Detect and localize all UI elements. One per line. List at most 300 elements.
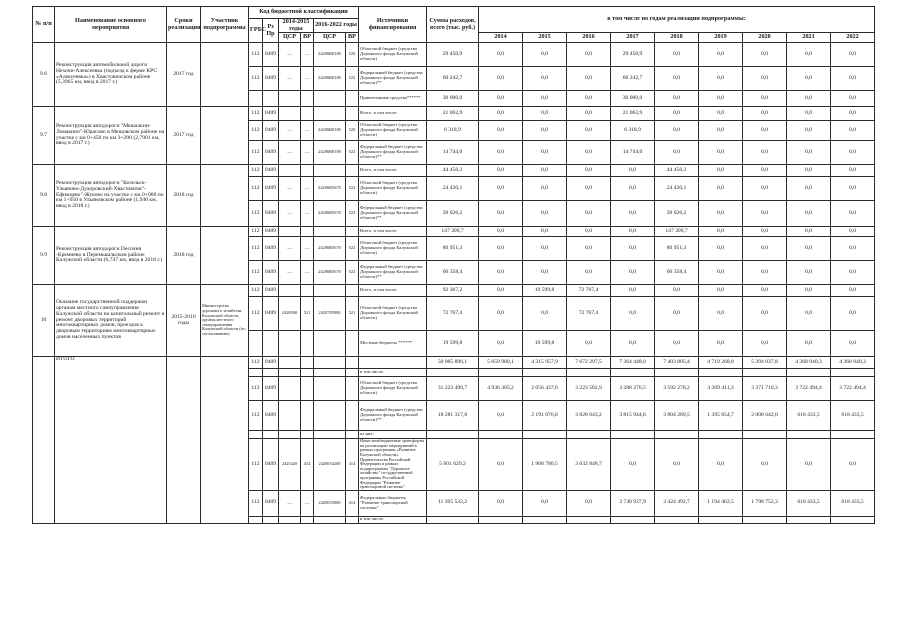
grbs-cell: 112 — [249, 141, 263, 165]
year-value-cell: 0,0 — [831, 237, 875, 261]
year-value-cell: 0,0 — [523, 490, 567, 516]
year-value-cell: 20 026,2 — [655, 201, 699, 227]
csr-2014-cell: — — [279, 261, 301, 285]
year-value-cell — [699, 516, 743, 523]
source-cell: в том числе: — [359, 369, 427, 377]
year-value-cell: 1 194 462,5 — [699, 490, 743, 516]
year-value-cell: 72 767,4 — [567, 297, 611, 331]
year-value-cell: 147 309,7 — [655, 227, 699, 237]
year-value-cell: 0,0 — [655, 439, 699, 491]
year-value-cell: 0,0 — [787, 297, 831, 331]
source-cell: Областной бюджет (средства Дорожного фонда Калужской области) — [359, 177, 427, 201]
vr-2014-cell — [301, 165, 314, 177]
rzpr-cell: 0409 — [263, 439, 279, 491]
rzpr-cell — [263, 91, 279, 107]
year-value-cell: 0,0 — [479, 490, 523, 516]
csr-2014-cell — [279, 331, 301, 357]
year-value-cell: 3 424 492,7 — [655, 490, 699, 516]
year-value-cell: 0,0 — [831, 201, 875, 227]
year-value-cell: 3 632 848,7 — [567, 439, 611, 491]
year-value-cell: 1 798 752,3 — [743, 490, 787, 516]
year-value-cell: 0,0 — [699, 67, 743, 91]
source-cell: Федеральный бюджет (средства Дорожного фонда Калужской области)** — [359, 141, 427, 165]
year-value-cell: 3 740 937,9 — [611, 490, 655, 516]
year-value-cell: 60 242,7 — [611, 67, 655, 91]
year-value-cell — [611, 431, 655, 439]
csr-2016-cell — [314, 377, 346, 401]
year-value-cell: 0,0 — [479, 43, 523, 67]
rzpr-cell: 0409 — [263, 121, 279, 141]
year-value-cell: 618 433,5 — [787, 490, 831, 516]
header-num: № п/п — [33, 7, 55, 43]
header-total: Сумма расходов, всего (тыс. руб.) — [427, 7, 479, 43]
row-number: 10 — [33, 285, 55, 357]
total-cell: 44 456,3 — [427, 165, 479, 177]
source-cell: Всего, в том числе: — [359, 285, 427, 297]
grbs-cell: 112 — [249, 285, 263, 297]
year-value-cell — [699, 369, 743, 377]
year-value-cell: 0,0 — [479, 261, 523, 285]
year-value-cell — [831, 369, 875, 377]
grbs-cell: 112 — [249, 297, 263, 331]
year-value-cell: 66 358,4 — [655, 261, 699, 285]
year-value-cell: 6 318,9 — [611, 121, 655, 141]
year-value-cell: 0,0 — [567, 261, 611, 285]
rzpr-cell: 0409 — [263, 43, 279, 67]
total-cell: 92 367,2 — [427, 285, 479, 297]
grbs-cell — [249, 91, 263, 107]
vr-2014-cell: — — [301, 201, 314, 227]
year-value-cell: 0,0 — [699, 107, 743, 121]
grbs-cell: 112 — [249, 67, 263, 91]
year-value-cell: 0,0 — [611, 177, 655, 201]
year-value-cell: 3 722 494,4 — [787, 377, 831, 401]
rzpr-cell: 0409 — [263, 261, 279, 285]
rzpr-cell: 0409 — [263, 490, 279, 516]
year-value-cell: 0,0 — [699, 331, 743, 357]
year-value-cell: 0,0 — [787, 43, 831, 67]
vr-2016-cell — [346, 91, 359, 107]
csr-2014-cell: 2428500 — [279, 297, 301, 331]
year-value-cell: 0,0 — [699, 285, 743, 297]
year-value-cell: 0,0 — [831, 107, 875, 121]
year-value-cell: 0,0 — [743, 439, 787, 491]
year-value-cell: 0,0 — [787, 177, 831, 201]
year-value-cell: 0,0 — [567, 121, 611, 141]
year-value-cell: 14 744,0 — [611, 141, 655, 165]
year-value-cell: 4 368 040,3 — [787, 357, 831, 369]
rzpr-cell: 0409 — [263, 67, 279, 91]
csr-2014-cell: — — [279, 121, 301, 141]
year-value-cell: 0,0 — [611, 237, 655, 261]
measure-participant — [201, 107, 249, 165]
year-value-cell: 0,0 — [743, 43, 787, 67]
rzpr-cell — [263, 369, 279, 377]
rzpr-cell: 0409 — [263, 107, 279, 121]
year-value-cell — [523, 516, 567, 523]
year-value-cell: 0,0 — [831, 439, 875, 491]
table-row — [33, 43, 875, 67]
vr-2014-cell — [301, 227, 314, 237]
csr-2016-cell: 2420053900 — [314, 490, 346, 516]
header-rzpr: Рз Пр — [263, 19, 279, 43]
vr-2016-cell: 521 — [346, 297, 359, 331]
year-value-cell: 0,0 — [523, 121, 567, 141]
table-row — [33, 285, 875, 297]
year-value-cell: 0,0 — [699, 177, 743, 201]
grbs-cell: 112 — [249, 490, 263, 516]
rzpr-cell: 0409 — [263, 357, 279, 369]
csr-2016-cell: 2420785900 — [314, 297, 346, 331]
year-value-cell: 0,0 — [699, 297, 743, 331]
year-value-cell: 29 450,9 — [611, 43, 655, 67]
year-value-cell: 21 062,9 — [611, 107, 655, 121]
vr-2016-cell — [346, 369, 359, 377]
year-value-cell — [479, 369, 523, 377]
total-cell: 29 450,9 — [427, 43, 479, 67]
grbs-cell: 112 — [249, 401, 263, 431]
source-cell: Привлеченные средства****** — [359, 91, 427, 107]
year-value-cell: 0,0 — [479, 107, 523, 121]
csr-2016-cell: 24206R5670 — [314, 261, 346, 285]
year-value-cell: 0,0 — [699, 91, 743, 107]
year-value-cell: 0,0 — [787, 331, 831, 357]
csr-2016-cell — [314, 107, 346, 121]
total-cell: 80 951,3 — [427, 237, 479, 261]
year-value-cell: 0,0 — [743, 141, 787, 165]
year-value-cell — [699, 431, 743, 439]
vr-2016-cell — [346, 165, 359, 177]
year-value-cell: 0,0 — [831, 261, 875, 285]
year-value-cell: 0,0 — [479, 165, 523, 177]
year-value-cell: 3 371 710,3 — [743, 377, 787, 401]
csr-2016-cell — [314, 91, 346, 107]
year-value-cell — [611, 516, 655, 523]
vr-2016-cell — [346, 401, 359, 431]
csr-2014-cell: — — [279, 141, 301, 165]
grbs-cell: 112 — [249, 43, 263, 67]
year-value-cell — [743, 369, 787, 377]
year-value-cell: 7 364 448,0 — [611, 357, 655, 369]
year-value-cell: 0,0 — [523, 43, 567, 67]
grbs-cell — [249, 431, 263, 439]
vr-2016-cell: 414 — [346, 439, 359, 491]
total-cell: 147 309,7 — [427, 227, 479, 237]
year-value-cell — [523, 431, 567, 439]
year-value-cell: 0,0 — [523, 261, 567, 285]
year-value-cell — [611, 369, 655, 377]
year-value-cell: 0,0 — [567, 331, 611, 357]
year-value-cell: 0,0 — [743, 261, 787, 285]
year-value-cell: 0,0 — [655, 67, 699, 91]
vr-2016-cell — [346, 516, 359, 523]
year-value-cell — [479, 431, 523, 439]
year-value-cell: 0,0 — [655, 43, 699, 67]
rzpr-cell: 0409 — [263, 177, 279, 201]
year-value-cell: 0,0 — [611, 261, 655, 285]
grbs-cell: 113 — [249, 377, 263, 401]
year-value-cell: 0,0 — [699, 121, 743, 141]
vr-2014-cell — [301, 357, 314, 369]
csr-2014-cell — [279, 431, 301, 439]
year-value-cell: 0,0 — [567, 227, 611, 237]
total-cell: 24 430,1 — [427, 177, 479, 201]
header-year-2021: 2021 — [787, 33, 831, 43]
vr-2016-cell: 522 — [346, 67, 359, 91]
year-value-cell: 0,0 — [743, 177, 787, 201]
csr-2014-cell — [279, 165, 301, 177]
measure-name: Реконструкция автомобильной дороги Нехочи-Алексеевка (подъезд к ферме КРС «Алексеевка») в Хвастовичском районе (5,3965 км, ввод в 2017 г.) — [55, 43, 167, 107]
header-year-2015: 2015 — [523, 33, 567, 43]
header-year-2017: 2017 — [611, 33, 655, 43]
year-value-cell: 19 599,8 — [523, 331, 567, 357]
header-terms: Сроки реализации — [167, 7, 201, 43]
csr-2014-cell — [279, 401, 301, 431]
source-cell: Областной бюджет (средства Дорожного фонда Калужской области) — [359, 237, 427, 261]
csr-2016-cell — [314, 227, 346, 237]
source-cell: Областной бюджет (средства Дорожного фонда Калужской области) — [359, 297, 427, 331]
year-value-cell: 0,0 — [567, 91, 611, 107]
year-value-cell: 0,0 — [567, 201, 611, 227]
year-value-cell: 0,0 — [567, 107, 611, 121]
vr-2016-cell — [346, 431, 359, 439]
csr-2014-cell — [279, 516, 301, 523]
header-name: Наименование основного мероприятия — [55, 7, 167, 43]
year-value-cell: 3 828 643,2 — [567, 401, 611, 431]
year-value-cell: 0,0 — [787, 227, 831, 237]
year-value-cell: 24 430,1 — [655, 177, 699, 201]
year-value-cell: 4 936 305,2 — [479, 377, 523, 401]
year-value-cell — [831, 431, 875, 439]
vr-2016-cell: 522 — [346, 141, 359, 165]
grbs-cell: 112 — [249, 107, 263, 121]
year-value-cell: 3 592 278,2 — [655, 377, 699, 401]
year-value-cell: 2 056 437,6 — [523, 377, 567, 401]
measure-terms: 2018 год — [167, 227, 201, 285]
grbs-cell: 112 — [249, 165, 263, 177]
year-value-cell: 0,0 — [567, 165, 611, 177]
header-2014-2015: 2014-2015 годы — [279, 19, 314, 33]
year-value-cell: 72 767,4 — [567, 285, 611, 297]
source-cell: Федеральные бюджеты "Развитие транспортной системы" — [359, 490, 427, 516]
rzpr-cell: 0409 — [263, 141, 279, 165]
source-cell: Иные межбюджетные трансферты на реализацию мероприятий в рамках программы «Развитие Калужской области» Правительства Российской Федерации и рамках подпрограммы "Дорожное хозяйство" государственной программы Российской Федерации "Развитие транспортной системы" — [359, 439, 427, 491]
header-participant: Участник подпрограммы — [201, 7, 249, 43]
year-value-cell: 0,0 — [787, 261, 831, 285]
year-value-cell: 0,0 — [699, 439, 743, 491]
year-value-cell: 0,0 — [743, 237, 787, 261]
table-row — [33, 165, 875, 177]
year-value-cell: 0,0 — [479, 227, 523, 237]
year-value-cell: 0,0 — [787, 165, 831, 177]
year-value-cell: 0,0 — [743, 91, 787, 107]
csr-2014-cell: — — [279, 201, 301, 227]
year-value-cell: 3 288 276,5 — [611, 377, 655, 401]
year-value-cell: 0,0 — [831, 141, 875, 165]
year-value-cell: 0,0 — [699, 261, 743, 285]
measure-terms: 2017 год — [167, 43, 201, 107]
year-value-cell: 0,0 — [743, 297, 787, 331]
csr-2014-cell — [279, 107, 301, 121]
year-value-cell: 0,0 — [699, 141, 743, 165]
year-value-cell: 0,0 — [831, 227, 875, 237]
itogo-participant — [201, 357, 249, 524]
source-cell: Областной бюджет (средства Дорожного фонда Калужской области) — [359, 121, 427, 141]
year-value-cell: 0,0 — [567, 67, 611, 91]
source-cell: Федеральный бюджет (средства Дорожного фонда Калужской области)** — [359, 261, 427, 285]
year-value-cell — [831, 516, 875, 523]
year-value-cell: 0,0 — [523, 141, 567, 165]
year-value-cell: 0,0 — [831, 165, 875, 177]
year-value-cell — [523, 369, 567, 377]
csr-2016-cell: 24206R5670 — [314, 237, 346, 261]
header-by-years: в том числе по годам реализации подпрограммы: — [479, 7, 875, 33]
header-year-2020: 2020 — [743, 33, 787, 43]
year-value-cell: 0,0 — [743, 121, 787, 141]
source-cell: Всего, в том числе: — [359, 165, 427, 177]
table-row — [33, 227, 875, 237]
total-cell: 60 242,7 — [427, 67, 479, 91]
year-value-cell: 0,0 — [831, 285, 875, 297]
year-value-cell — [787, 369, 831, 377]
vr-2016-cell — [346, 377, 359, 401]
year-value-cell: 4 719 268,8 — [699, 357, 743, 369]
total-cell: 30 000,0 — [427, 91, 479, 107]
year-value-cell: 0,0 — [479, 177, 523, 201]
grbs-cell: 112 — [249, 357, 263, 369]
csr-2014-cell — [279, 357, 301, 369]
csr-2016-cell: 24206R0180 — [314, 67, 346, 91]
grbs-cell — [249, 369, 263, 377]
year-value-cell: 0,0 — [743, 107, 787, 121]
year-value-cell: 618 433,5 — [787, 401, 831, 431]
year-value-cell — [479, 516, 523, 523]
year-value-cell: 0,0 — [743, 67, 787, 91]
year-value-cell: 0,0 — [523, 227, 567, 237]
csr-2016-cell: 24206R5670 — [314, 177, 346, 201]
year-value-cell — [567, 369, 611, 377]
year-value-cell: 0,0 — [831, 67, 875, 91]
year-value-cell: 0,0 — [611, 201, 655, 227]
total-cell: 14 744,0 — [427, 141, 479, 165]
table-row — [33, 107, 875, 121]
total-cell: 72 767,4 — [427, 297, 479, 331]
year-value-cell: 0,0 — [787, 237, 831, 261]
year-value-cell: 0,0 — [567, 237, 611, 261]
year-value-cell — [743, 431, 787, 439]
vr-2014-cell: — — [301, 261, 314, 285]
csr-2014-cell — [279, 369, 301, 377]
vr-2016-cell: 520 — [346, 43, 359, 67]
total-cell — [427, 516, 479, 523]
budget-table — [32, 6, 875, 524]
vr-2016-cell: 522 — [346, 201, 359, 227]
total-cell: 18 281 317,8 — [427, 401, 479, 431]
year-value-cell: 0,0 — [611, 285, 655, 297]
year-value-cell: 0,0 — [655, 141, 699, 165]
grbs-cell — [249, 516, 263, 523]
vr-2014-cell — [301, 107, 314, 121]
year-value-cell: 0,0 — [523, 165, 567, 177]
row-number: 9.8 — [33, 165, 55, 227]
total-cell: 5 601 629,2 — [427, 439, 479, 491]
year-value-cell: 80 951,3 — [655, 237, 699, 261]
total-cell — [427, 369, 479, 377]
budget-table-sheet — [32, 6, 875, 524]
year-value-cell: 0,0 — [523, 297, 567, 331]
rzpr-cell: 0409 — [263, 227, 279, 237]
year-value-cell: 7 403 805,4 — [655, 357, 699, 369]
vr-2016-cell — [346, 107, 359, 121]
vr-2014-cell: — — [301, 141, 314, 165]
vr-2014-cell — [301, 369, 314, 377]
year-value-cell: 3 223 582,9 — [567, 377, 611, 401]
year-value-cell: 3 722 494,4 — [831, 377, 875, 401]
rzpr-cell — [263, 516, 279, 523]
csr-2016-cell: 24206R5670 — [314, 201, 346, 227]
rzpr-cell: 0409 — [263, 285, 279, 297]
total-cell: 19 599,8 — [427, 331, 479, 357]
csr-2016-cell: 24206R0180 — [314, 43, 346, 67]
source-cell: Областной бюджет (средства Дорожного фонда Калужской области) — [359, 377, 427, 401]
year-value-cell: 0,0 — [611, 331, 655, 357]
header-budget-code: Код бюджетной классификации — [249, 7, 359, 19]
year-value-cell: 618 433,5 — [831, 401, 875, 431]
vr-2016-cell — [346, 285, 359, 297]
year-value-cell: 1 395 854,7 — [699, 401, 743, 431]
year-value-cell: 0,0 — [787, 67, 831, 91]
total-cell: 66 358,4 — [427, 261, 479, 285]
csr-2014-cell: 2425420 — [279, 439, 301, 491]
year-value-cell: 0,0 — [611, 227, 655, 237]
source-cell: из них: — [359, 431, 427, 439]
total-cell: 31 223 490,7 — [427, 377, 479, 401]
measure-participant — [201, 165, 249, 227]
year-value-cell: 0,0 — [479, 121, 523, 141]
year-value-cell: 0,0 — [523, 177, 567, 201]
year-value-cell: 5 394 037,8 — [743, 357, 787, 369]
year-value-cell: 0,0 — [479, 67, 523, 91]
csr-2016-cell — [314, 401, 346, 431]
measure-name: Реконструкция автодороги "Мешалкин-Ломакино"-Юрасово в Мещовском районе на участке с км 0+450 по км 3+200 (2,7901 км, ввод в 2017 г.) — [55, 107, 167, 165]
source-cell: Федеральный бюджет (средства Дорожного фонда Калужской области)** — [359, 201, 427, 227]
source-cell: Всего, в том числе: — [359, 227, 427, 237]
source-cell: Федеральный бюджет (средства Дорожного фонда Калужской области)** — [359, 401, 427, 431]
header-year-2019: 2019 — [699, 33, 743, 43]
year-value-cell: 0,0 — [523, 91, 567, 107]
source-cell: в том числе: — [359, 516, 427, 523]
csr-2014-cell — [279, 285, 301, 297]
year-value-cell — [787, 516, 831, 523]
vr-2014-cell: — — [301, 43, 314, 67]
csr-2016-cell — [314, 516, 346, 523]
vr-2014-cell — [301, 377, 314, 401]
itogo-label: ИТОГО — [55, 357, 167, 524]
year-value-cell: 2 008 642,0 — [743, 401, 787, 431]
year-value-cell: 0,0 — [699, 201, 743, 227]
grbs-cell: 112 — [249, 121, 263, 141]
year-value-cell: 0,0 — [655, 331, 699, 357]
vr-2014-cell: 414 — [301, 439, 314, 491]
csr-2016-cell: 2420054200 — [314, 439, 346, 491]
year-value-cell: 0,0 — [479, 331, 523, 357]
csr-2016-cell — [314, 331, 346, 357]
header-csr-2: ЦСР — [314, 33, 346, 43]
year-value-cell: 0,0 — [523, 107, 567, 121]
total-cell: 21 062,9 — [427, 107, 479, 121]
year-value-cell: 19 599,8 — [523, 285, 567, 297]
csr-2016-cell: 24206R0180 — [314, 121, 346, 141]
